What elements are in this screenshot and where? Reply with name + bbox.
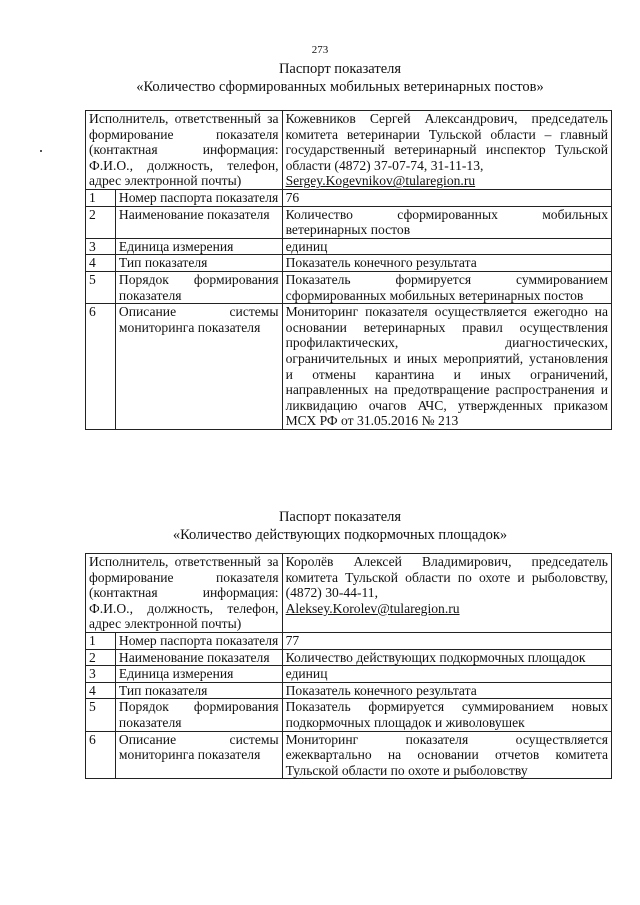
table-row [86, 731, 612, 779]
passport2-title-line2: «Количество действующих подкормочных площадок» [172, 527, 508, 543]
passport2-title [60, 508, 620, 544]
passport1-title-line1: Паспорт показателя [278, 61, 402, 77]
row-value: Количество действующих подкормочных площадок [282, 649, 611, 666]
table-row [86, 189, 612, 206]
row-number: 2 [86, 206, 116, 238]
page-number: 273 [311, 44, 329, 56]
row-value: 76 [282, 189, 611, 206]
executor-value [282, 111, 611, 190]
row-value: Мониторинг показателя осуществляется ежеквартально на основании отчетов комитета Тульской области по охоте и рыболовству [282, 731, 611, 779]
row-number: 6 [86, 304, 116, 430]
row-number: 5 [86, 271, 116, 303]
row-label: Единица измерения [115, 666, 282, 683]
executor-text: Кожевников Сергей Александрович, председатель комитета ветеринарии Тульской области – главный государственный ветеринарный инспектор Тульской области (4872) 37-07-74, 31-11-13, [285, 111, 608, 173]
row-number: 1 [86, 632, 116, 649]
row-label: Порядок формирования показателя [115, 271, 282, 303]
row-value: единиц [282, 666, 611, 683]
table-row [86, 206, 612, 238]
row-label: Единица измерения [115, 238, 282, 255]
row-value: 77 [282, 632, 611, 649]
row-value: Количество сформированных мобильных ветеринарных постов [282, 206, 611, 238]
passport1-title [60, 60, 620, 96]
row-label: Наименование показателя [115, 649, 282, 666]
executor-email-link[interactable]: Sergey.Kogevnikov@tularegion.ru [285, 173, 476, 189]
row-label: Номер паспорта показателя [115, 632, 282, 649]
table-row [86, 554, 612, 633]
row-label: Порядок формирования показателя [115, 699, 282, 731]
executor-label: Исполнитель, ответственный за формирование показателя (контактная информация: Ф.И.О., должность, телефон, адрес электронной почты) [86, 554, 283, 633]
row-number: 2 [86, 649, 116, 666]
row-label: Тип показателя [115, 255, 282, 272]
row-label: Номер паспорта показателя [115, 189, 282, 206]
table-row [86, 682, 612, 699]
row-value: Мониторинг показателя осуществляется ежегодно на основании ветеринарных правил осуществления профилактических, диагностических, ограничительных и иных мероприятий, установления и отмены карантина и иных ограничений, направленных на предотвращение распространения и ликвидацию очагов АЧС, утвержденных приказом МСХ РФ от 31.05.2016 № 213 [282, 304, 611, 430]
passport1-title-line2: «Количество сформированных мобильных ветеринарных постов» [136, 79, 544, 95]
row-value: Показатель формируется суммированием сформированных мобильных ветеринарных постов [282, 271, 611, 303]
row-number: 3 [86, 238, 116, 255]
row-value: единиц [282, 238, 611, 255]
row-label: Описание системы мониторинга показателя [115, 304, 282, 430]
passport2-title-line1: Паспорт показателя [278, 509, 402, 525]
row-number: 1 [86, 189, 116, 206]
table-row [86, 649, 612, 666]
executor-value [282, 554, 611, 633]
row-number: 6 [86, 731, 116, 779]
executor-text: Королёв Алексей Владимирович, председатель комитета Тульской области по охоте и рыболовству, (4872) 30-44-11, [285, 554, 608, 601]
table-row [86, 111, 612, 190]
table-row [86, 255, 612, 272]
row-number: 5 [86, 699, 116, 731]
row-number: 3 [86, 666, 116, 683]
passport2-table [85, 553, 612, 779]
row-label: Тип показателя [115, 682, 282, 699]
row-number: 4 [86, 682, 116, 699]
table-row [86, 238, 612, 255]
row-value: Показатель конечного результата [282, 682, 611, 699]
row-value: Показатель конечного результата [282, 255, 611, 272]
table-row [86, 699, 612, 731]
row-number: 4 [86, 255, 116, 272]
row-label: Наименование показателя [115, 206, 282, 238]
row-value: Показатель формируется суммированием новых подкормочных площадок и живоловушек [282, 699, 611, 731]
executor-label: Исполнитель, ответственный за формирование показателя (контактная информация: Ф.И.О., должность, телефон, адрес электронной почты) [86, 111, 283, 190]
table-row [86, 666, 612, 683]
table-row [86, 304, 612, 430]
row-label: Описание системы мониторинга показателя [115, 731, 282, 779]
executor-email-link[interactable]: Aleksey.Korolev@tularegion.ru [285, 600, 460, 616]
passport1-table [85, 110, 612, 430]
scan-mark [40, 150, 42, 152]
table-row [86, 632, 612, 649]
table-row [86, 271, 612, 303]
